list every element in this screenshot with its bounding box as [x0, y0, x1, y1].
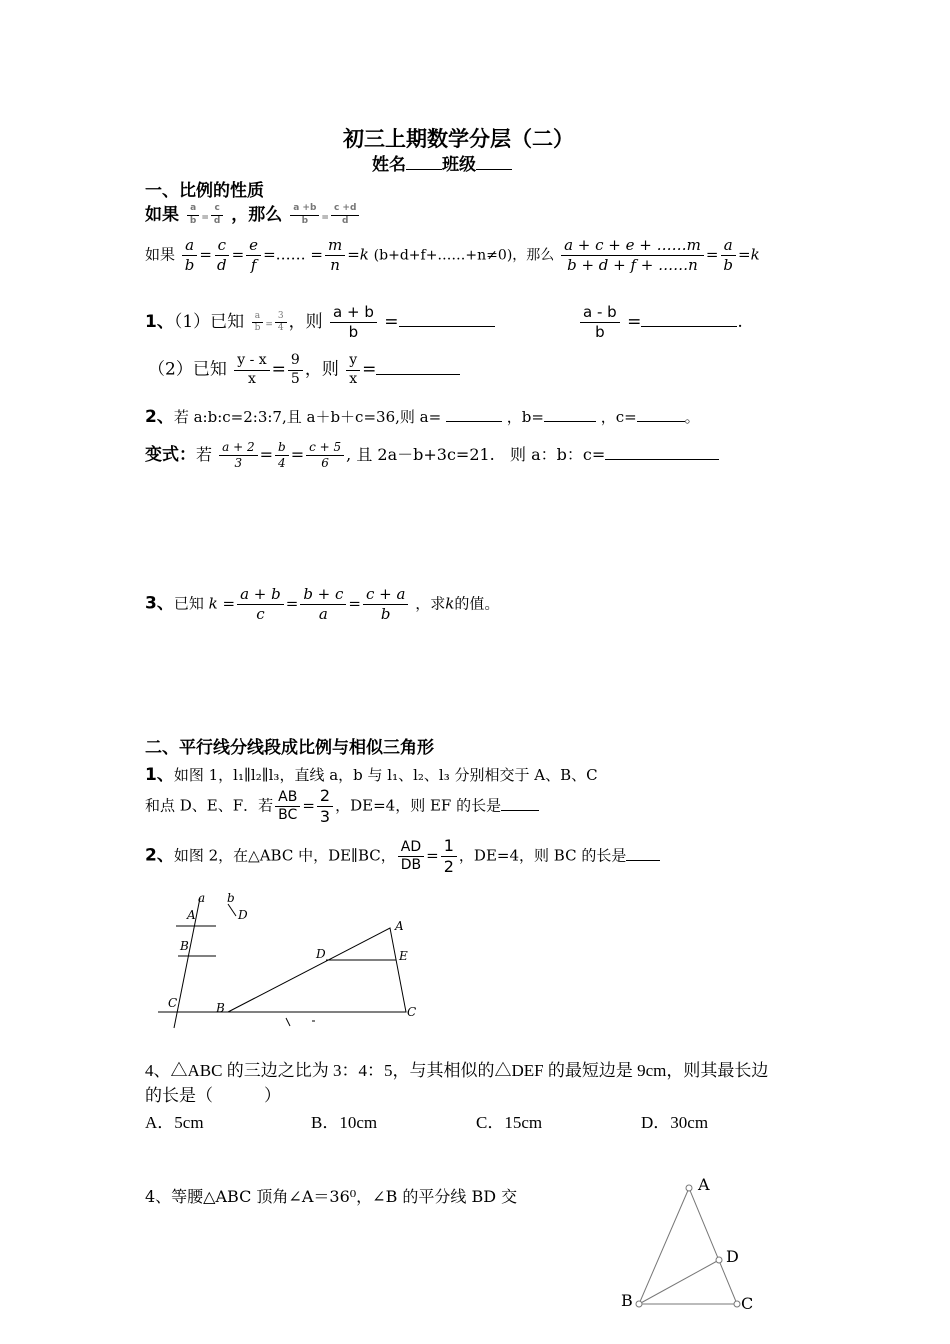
gen-sum-frac: $\frac{a + c + e + \dots\dots m}{b + d + f + \dots\dots n}$ — [561, 236, 704, 275]
iso-label-C: C — [741, 1294, 754, 1313]
q1-number: 1、 — [145, 311, 174, 332]
s2-q2-frac-label: $\frac{AD}{DB}$ — [398, 839, 424, 875]
s2-q2-number: 2、 — [145, 845, 174, 866]
q2-c-label: ，c= — [600, 408, 637, 426]
class-label: 班级 — [442, 155, 476, 175]
s2-q1-line2: 和点 D、E、F．若 $\frac{AB}{BC}$ = $\frac{2}{3}$ ，DE=4，则 EF 的长是 — [145, 786, 539, 827]
q3-number: 3、 — [145, 593, 174, 614]
tick-mark — [286, 1018, 290, 1026]
choice-a[interactable]: A．5cm — [145, 1113, 204, 1132]
gen-k-2: k — [750, 245, 760, 264]
gen-k: k — [359, 245, 369, 264]
q1-part2-prefix: （2）已知 — [148, 359, 227, 380]
gen-condition: (b+d+f+……+n≠0)，那么 — [373, 247, 555, 264]
section2-heading: 二、平行线分线段成比例与相似三角形 — [145, 738, 434, 758]
choice-c[interactable]: C．15cm — [476, 1113, 543, 1132]
fig2-label-A: A — [395, 919, 404, 933]
property-frac-1: $\frac{a}{b}$ — [187, 203, 199, 227]
q2-text: 若 a:b:c=2:3:7,且 a＋b＋c=36,则 a= — [173, 408, 442, 426]
q1-end: . — [737, 311, 743, 332]
fig2-label-D: D — [316, 947, 326, 961]
variant-frac-1: $\frac{a + 2}{3}$ — [219, 440, 257, 471]
s2-q4b: 4、等腰△ABC 顶角∠A＝36⁰，∠B 的平分线 BD 交 — [145, 1187, 518, 1206]
q2 — [145, 402, 700, 427]
variant-frac-2: $\frac{b}{4}$ — [275, 440, 289, 471]
name-class-line — [372, 150, 512, 175]
q1-answer-blank-1[interactable] — [399, 325, 495, 327]
gen-frac-1: $\frac{a}{b}$ — [182, 236, 198, 275]
fig1-label-D: D — [238, 908, 248, 922]
s2-q2: 2、如图 2，在△ABC 中，DE∥BC， $\frac{AD}{DB}$ = $\frac{1}{2}$ ，DE=4，则 BC 的长是 — [145, 836, 660, 877]
line-b — [228, 904, 236, 916]
property-frac-2: $\frac{c}{d}$ — [211, 203, 223, 227]
gen-frac-2: $\frac{c}{d}$ — [214, 236, 230, 275]
fig2-label-B: B — [216, 1001, 225, 1015]
triangle-abc-iso — [639, 1188, 737, 1304]
iso-label-A: A — [698, 1175, 710, 1194]
s2-q1-blank[interactable] — [501, 809, 539, 811]
q3-k: k — [208, 594, 218, 613]
variant-label: 变式： — [145, 445, 196, 465]
variant-text: , 且 2a－b+3c=21. — [346, 445, 495, 464]
proportion-property: 如果 $\frac{a}{b}$ = $\frac{c}{d}$ ，那么 $\frac{a +b}{b}$ = $\frac{c +d}{d}$ — [145, 200, 361, 227]
property-prefix: 如果 — [145, 205, 179, 225]
gen-frac-last: $\frac{m}{n}$ — [325, 236, 345, 275]
point-a — [686, 1185, 692, 1191]
fig2-label-E: E — [399, 949, 408, 963]
point-b — [636, 1301, 642, 1307]
q3-k-2: k — [445, 594, 455, 613]
q2-blank-a[interactable] — [446, 420, 502, 422]
q2-number: 2、 — [145, 407, 174, 427]
figures-1-2 — [150, 888, 430, 1038]
q1-part2-then: ，则 — [304, 359, 339, 380]
s2-q2-frac-value: $\frac{1}{2}$ — [441, 836, 457, 877]
figure-isosceles — [615, 1172, 765, 1317]
q1-part1b: $\frac{a - b}{b}$ = . — [578, 303, 743, 342]
q3-frac-1: $\frac{a + b}{c}$ — [237, 585, 284, 624]
q1-part1: 1、（1）已知 $\frac{a}{b}$ = $\frac{3}{4}$ ，则 $\frac{a + b}{b}$ = — [145, 303, 495, 342]
fig2-label-C: C — [407, 1005, 417, 1019]
q2-end: 。 — [684, 408, 700, 426]
q1-part1-prefix: （1）已知 — [173, 311, 245, 332]
variant-blank[interactable] — [605, 458, 719, 460]
variant-frac-3: $\frac{c + 5}{6}$ — [306, 440, 344, 471]
s2-q1-line1 — [145, 760, 598, 785]
q1-given-frac-4: $\frac{9}{5}$ — [288, 352, 303, 388]
q1-frac-a-minus-b: $\frac{a - b}{b}$ — [580, 303, 620, 342]
q1-answer-blank-3[interactable] — [376, 373, 460, 375]
q1-given-frac-1: $\frac{a}{b}$ — [252, 311, 264, 335]
q3-suffix: ，求 — [415, 594, 446, 613]
s2-q2-blank[interactable] — [626, 859, 660, 861]
s2-q4a-line2: 的长是（ ） — [145, 1086, 281, 1105]
s2-q1-number: 1、 — [145, 765, 174, 785]
choice-b[interactable]: B．10cm — [311, 1113, 378, 1132]
bisector-bd — [639, 1260, 719, 1304]
q1-given-frac-3: $\frac{y - x}{x}$ — [234, 352, 269, 388]
q3-frac-2: $\frac{b + c}{a}$ — [300, 585, 346, 624]
q1-frac-a-plus-b: $\frac{a + b}{b}$ — [330, 303, 377, 342]
gen-frac-3: $\frac{e}{f}$ — [246, 236, 261, 275]
property-frac-3: $\frac{a +b}{b}$ — [290, 203, 319, 227]
q3-prefix: 已知 — [173, 594, 204, 613]
iso-label-B: B — [621, 1291, 633, 1310]
general-proportion: 如果 $\frac{a}{b}$ = $\frac{c}{d}$ = $\frac{e}{f}$ =…… = $\frac{m}{n}$ =k (b+d+f+……+n≠0)，那么 $\frac{a + c + e + \dots\dots m}{b + d + f + \dots\dots n}$ = $\frac{a}{b}$ =k — [145, 236, 760, 274]
s2-q2-suffix: ，DE=4，则 BC 的长是 — [458, 846, 627, 865]
s2-q2-prefix: 如图 2，在△ABC 中，DE∥BC， — [173, 846, 396, 865]
choice-d[interactable]: D．30cm — [641, 1113, 709, 1132]
property-frac-4: $\frac{c +d}{d}$ — [331, 203, 359, 227]
q1-given-frac-2: $\frac{3}{4}$ — [275, 311, 287, 335]
s2-q1-frac-value: $\frac{2}{3}$ — [317, 786, 333, 827]
fig1-label-a: a — [198, 891, 206, 905]
q3: 3、已知 k = $\frac{a + b}{c}$ = $\frac{b + c}{a}$ = $\frac{c + a}{b}$ ，求k的值。 — [145, 585, 500, 623]
gen-dots: =…… — [263, 245, 306, 264]
q1-answer-blank-2[interactable] — [641, 325, 737, 327]
fig1-label-b: b — [227, 891, 235, 905]
variant-prefix: 若 — [196, 445, 213, 464]
point-c — [734, 1301, 740, 1307]
q1-frac-y-over-x: $\frac{y}{x}$ — [346, 352, 360, 388]
q2-b-label: ，b= — [506, 408, 544, 426]
gen-tail-frac: $\frac{a}{b}$ — [720, 236, 736, 275]
s2-q4a-line1: 4、△ABC 的三边之比为 3：4：5，与其相似的△DEF 的最短边是 9cm，则其最长边 — [145, 1061, 769, 1080]
name-label: 姓名 — [372, 155, 406, 175]
figure-2 — [228, 928, 406, 1026]
q2-blank-c[interactable] — [637, 420, 685, 422]
q3-suffix2: 的值。 — [454, 594, 500, 613]
s2-q1-suffix: ，DE=4，则 EF 的长是 — [335, 796, 502, 815]
triangle-abc — [228, 928, 406, 1012]
q3-frac-3: $\frac{c + a}{b}$ — [363, 585, 408, 624]
fig1-label-B: B — [180, 939, 189, 953]
variant: 变式：若 $\frac{a + 2}{3}$ = $\frac{b}{4}$ = $\frac{c + 5}{6}$ , 且 2a－b+3c=21. 则 a：b：c= — [145, 440, 719, 471]
variant-ask: 则 a：b：c= — [510, 445, 606, 464]
q1-part1-then: ，则 — [288, 311, 323, 332]
property-then: ，那么 — [231, 205, 283, 225]
page-title: 初三上期数学分层（二） — [343, 127, 574, 151]
iso-label-D: D — [726, 1247, 739, 1266]
s2-q1-frac-label: $\frac{AB}{BC}$ — [275, 789, 300, 825]
s2-q1-prefix: 和点 D、E、F．若 — [145, 796, 274, 815]
q1-part2: （2）已知 $\frac{y - x}{x}$ = $\frac{9}{5}$ ，则 $\frac{y}{x}$ = — [148, 352, 460, 388]
s2-q1-text: 如图 1，l₁∥l₂∥l₃，直线 a，b 与 l₁、l₂、l₃ 分别相交于 A、B、C — [173, 766, 598, 784]
q2-blank-b[interactable] — [544, 420, 596, 422]
fig1-label-C: C — [168, 996, 178, 1010]
section1-heading: 一、比例的性质 — [145, 181, 264, 201]
general-prefix: 如果 — [145, 245, 176, 264]
fig1-label-A: A — [187, 908, 196, 922]
point-d — [716, 1257, 722, 1263]
